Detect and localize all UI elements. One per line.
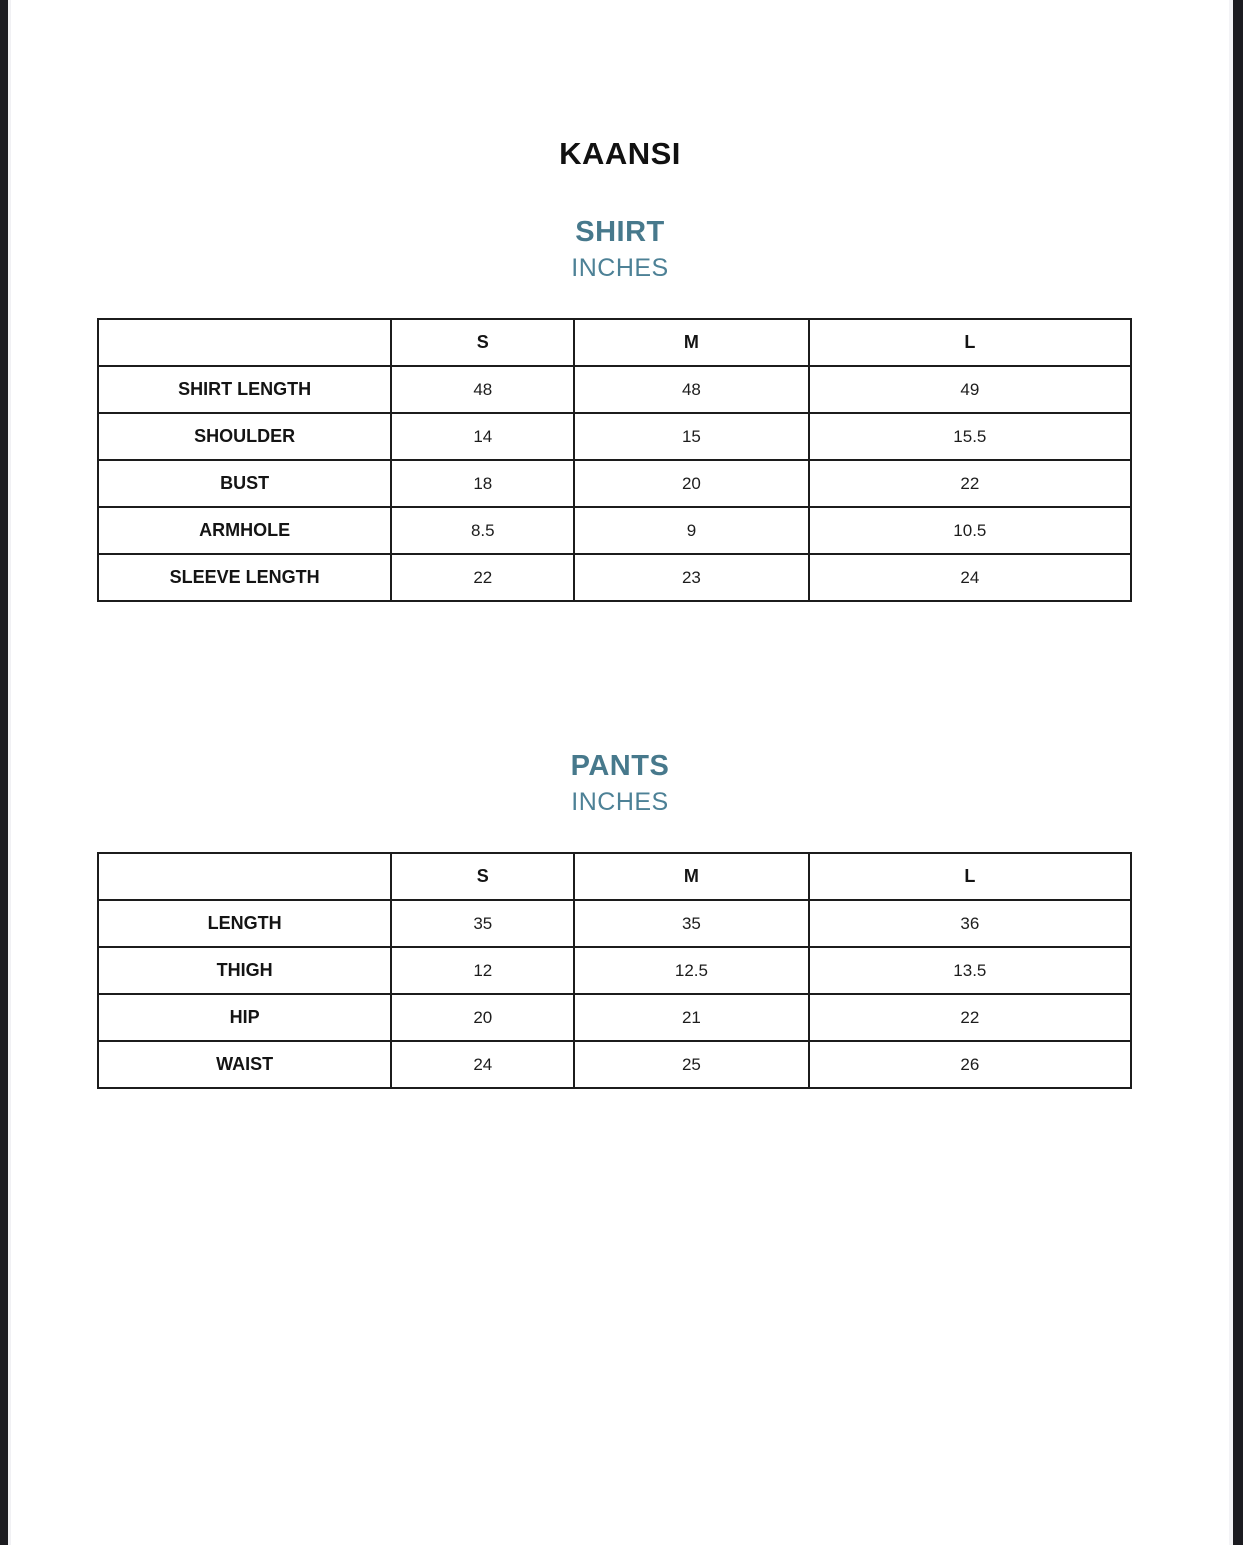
column-header-l: L — [809, 853, 1131, 900]
row-label-cell: HIP — [98, 994, 391, 1041]
table-row — [98, 1041, 1131, 1088]
value-cell: 22 — [391, 554, 574, 601]
table-row — [98, 460, 1131, 507]
value-cell: 22 — [809, 460, 1131, 507]
value-cell: 21 — [574, 994, 808, 1041]
value-cell: 25 — [574, 1041, 808, 1088]
table-row — [98, 947, 1131, 994]
value-cell: 10.5 — [809, 507, 1131, 554]
column-header-s: S — [391, 853, 574, 900]
row-label-cell: LENGTH — [98, 900, 391, 947]
table-row — [98, 994, 1131, 1041]
value-cell: 35 — [574, 900, 808, 947]
brand-title: KAANSI — [559, 136, 681, 171]
value-cell: 23 — [574, 554, 808, 601]
row-label-cell: ARMHOLE — [98, 507, 391, 554]
value-cell: 18 — [391, 460, 574, 507]
row-label-cell: SLEEVE LENGTH — [98, 554, 391, 601]
table-row — [98, 366, 1131, 413]
value-cell: 22 — [809, 994, 1131, 1041]
table-row — [98, 554, 1131, 601]
table-row — [98, 413, 1131, 460]
table-row — [98, 900, 1131, 947]
pants-section — [11, 750, 1229, 1089]
value-cell: 12.5 — [574, 947, 808, 994]
pants-section-title: PANTS — [570, 750, 670, 782]
column-header-m: M — [574, 319, 808, 366]
value-cell: 13.5 — [809, 947, 1131, 994]
pants-unit-label: INCHES — [571, 788, 669, 816]
row-label-cell: SHIRT LENGTH — [98, 366, 391, 413]
value-cell: 24 — [391, 1041, 574, 1088]
value-cell: 24 — [809, 554, 1131, 601]
value-cell: 49 — [809, 366, 1131, 413]
pants-size-table — [97, 852, 1132, 1089]
row-label-cell: BUST — [98, 460, 391, 507]
document-page — [11, 0, 1229, 1545]
row-label-cell: THIGH — [98, 947, 391, 994]
value-cell: 8.5 — [391, 507, 574, 554]
row-label-cell: WAIST — [98, 1041, 391, 1088]
shirt-size-table — [97, 318, 1132, 602]
shirt-unit-label: INCHES — [571, 254, 669, 282]
row-label-cell: SHOULDER — [98, 413, 391, 460]
value-cell: 48 — [574, 366, 808, 413]
column-header-m: M — [574, 853, 808, 900]
value-cell: 48 — [391, 366, 574, 413]
value-cell: 12 — [391, 947, 574, 994]
pants-table-header-row — [98, 853, 1131, 900]
value-cell: 9 — [574, 507, 808, 554]
column-header-l: L — [809, 319, 1131, 366]
value-cell: 14 — [391, 413, 574, 460]
value-cell: 20 — [574, 460, 808, 507]
value-cell: 35 — [391, 900, 574, 947]
shirt-table-header-row — [98, 319, 1131, 366]
column-header-blank — [98, 853, 391, 900]
right-edge-bar — [1229, 0, 1243, 1545]
left-edge-bar — [0, 0, 11, 1545]
value-cell: 15.5 — [809, 413, 1131, 460]
column-header-blank — [98, 319, 391, 366]
value-cell: 20 — [391, 994, 574, 1041]
shirt-section — [11, 216, 1229, 602]
value-cell: 36 — [809, 900, 1131, 947]
column-header-s: S — [391, 319, 574, 366]
shirt-section-title: SHIRT — [575, 216, 665, 248]
value-cell: 15 — [574, 413, 808, 460]
value-cell: 26 — [809, 1041, 1131, 1088]
table-row — [98, 507, 1131, 554]
